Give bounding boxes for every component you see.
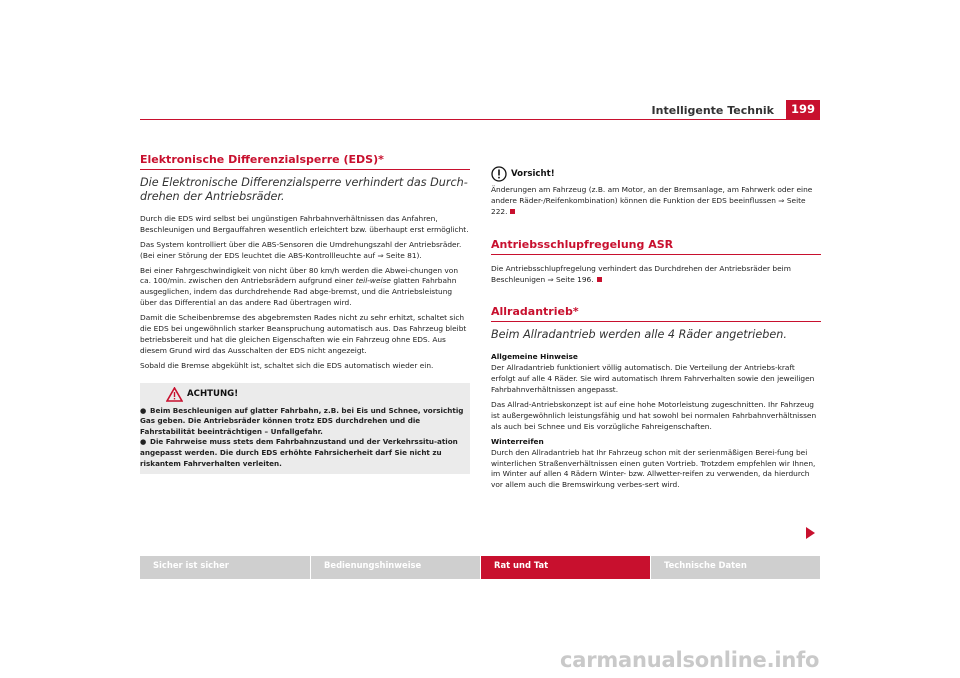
caution-text: Änderungen am Fahrzeug (z.B. am Motor, an der Bremsanlage, am Fahrwerk oder eine andere Räder-/Reifenkombination) können die Funktion der EDS beeinflussen ⇒ Seite 222. (491, 185, 813, 216)
eds-paragraph-3 (140, 266, 470, 310)
header-rule (140, 119, 820, 120)
warning-item-text: Beim Beschleunigen auf glatter Fahrbahn, z.B. bei Eis und Schnee, vorsichtig Gas geben. Die Antriebsräder können trotz EDS durchdrehen und die Fahrstabilität beeinträchtigen – Unfallgefahr. (140, 405, 464, 436)
bullet-icon: ● (140, 405, 147, 415)
tab-sicher-ist-sicher[interactable]: Sicher ist sicher (140, 556, 310, 579)
watermark: carmanualsonline.info (560, 648, 820, 672)
eds-paragraph-1: Durch die EDS wird selbst bei ungünstigen Fahrbahnverhältnissen das Anfahren, Beschleunigen und Bergauffahren wesentlich erleichtert bzw. überhaupt erst ermöglicht. (140, 213, 469, 234)
asr-section-title: Antriebsschlupfregelung ASR (491, 240, 821, 255)
eds-paragraph-4: Damit die Scheibenbremse des abgebremsten Rades nicht zu sehr erhitzt, schaltet sich die EDS bei ungewöhnlich starker Beanspruchung automatisch aus. Das Fahrzeug bleibt betriebsbereit und hat die gleichen Eigenschaften wie ein Fahrzeug ohne EDS. Aus diesem Grund wird das Ausschalten der EDS nicht angezeigt. (140, 313, 467, 355)
warning-item (140, 437, 466, 469)
general-notes-heading: Allgemeine Hinweise (491, 352, 578, 362)
asr-paragraph (491, 264, 821, 286)
eds-paragraph-3-italic: teil-weise (355, 276, 391, 286)
tab-bedienungshinweise[interactable]: Bedienungshinweise (310, 556, 480, 579)
winter-paragraph: Durch den Allradantrieb hat Ihr Fahrzeug schon mit der serienmäßigen Berei-fung bei winterlichen Straßenverhältnissen einen guten Vortrieb. Trotzdem empfehlen wir Ihnen, im Winter auf allen 4 Rädern Winter- bzw. Allwetter-reifen zu verwenden, da hierdurch vor allem auch die Bremswirkung verbes-sert wird. (491, 447, 816, 490)
next-page-arrow-icon[interactable] (806, 527, 815, 539)
warning-item (140, 406, 466, 438)
tab-rat-und-tat[interactable]: Rat und Tat (480, 556, 650, 579)
eds-paragraph-3-part-b: glatten Fahrbahn ausgeglichen, indem das durchdrehende Rad abge-bremst, und die Antriebsleistung über das Differential an das andere Rad übertragen wird. (140, 276, 457, 308)
eds-paragraph-3-part-a: Bei einer Fahrgeschwindigkeit von nicht über 80 km/h werden die Abwei-chungen von ca. 100/min. zwischen den Antriebsrädern aufgrund einer (140, 265, 459, 286)
end-marker-icon (510, 209, 515, 214)
warning-item-text: Die Fahrweise muss stets dem Fahrbahnzustand und der Verkehrssitu-ation angepasst werden. Die durch EDS erhöhte Fahrsicherheit darf Sie nicht zu riskantem Fahrverhalten verleiten. (140, 437, 458, 468)
bullet-icon: ● (140, 437, 147, 447)
warning-header (140, 387, 466, 402)
allrad-subtitle: Beim Allradantrieb werden alle 4 Räder angetrieben. (491, 328, 787, 342)
winter-tires-heading: Winterreifen (491, 436, 544, 446)
eds-section-title: Elektronische Differenzialsperre (EDS)* (140, 155, 470, 170)
allrad-section-title: Allradantrieb* (491, 307, 821, 322)
eds-paragraph-2: Das System kontrolliert über die ABS-Sensoren die Umdrehungszahl der Antriebsräder. (Bei einer Störung der EDS leuchtet die ABS-Kontrollleuchte auf ⇒ Seite 81). (140, 239, 462, 260)
warning-box (140, 383, 470, 475)
caution-icon (491, 166, 507, 182)
warning-triangle-icon (166, 387, 183, 402)
general-paragraph-1: Der Allradantrieb funktioniert völlig automatisch. Die Verteilung der Antriebs-kraft erfolgt auf alle 4 Räder. Sie wird automatisch Ihrem Fahrverhalten sowie den jeweiligen Fahrbahnverhältnissen angepasst. (491, 363, 815, 395)
caution-header (491, 166, 821, 182)
general-paragraph-2: Das Allrad-Antriebskonzept ist auf eine hohe Motorleistung zugeschnitten. Ihr Fahrzeug ist außergewöhnlich leistungsfähig und hat sowohl bei normalen Fahrbahnverhältnissen als auch bei Schnee und Eis vorzügliche Fahreigenschaften. (491, 399, 817, 431)
asr-text: Die Antriebsschlupfregelung verhindert das Durchdrehen der Antriebsräder beim Beschleunigen ⇒ Seite 196. (491, 263, 791, 284)
caution-title: Vorsicht! (511, 168, 555, 179)
right-column (491, 166, 821, 495)
end-marker-icon (597, 277, 602, 282)
page-number: 199 (786, 100, 820, 119)
page-header-title: Intelligente Technik (651, 104, 774, 117)
warning-title: ACHTUNG! (187, 388, 239, 399)
eds-subtitle: Die Elektronische Differenzialsperre verhindert das Durch-drehen der Antriebsräder. (140, 175, 468, 203)
left-column (140, 155, 470, 474)
footer-tab-bar (140, 556, 820, 579)
tab-technische-daten[interactable]: Technische Daten (650, 556, 820, 579)
caution-text-paragraph (491, 185, 821, 218)
eds-paragraph-5: Sobald die Bremse abgekühlt ist, schaltet sich die EDS automatisch wieder ein. (140, 360, 434, 370)
